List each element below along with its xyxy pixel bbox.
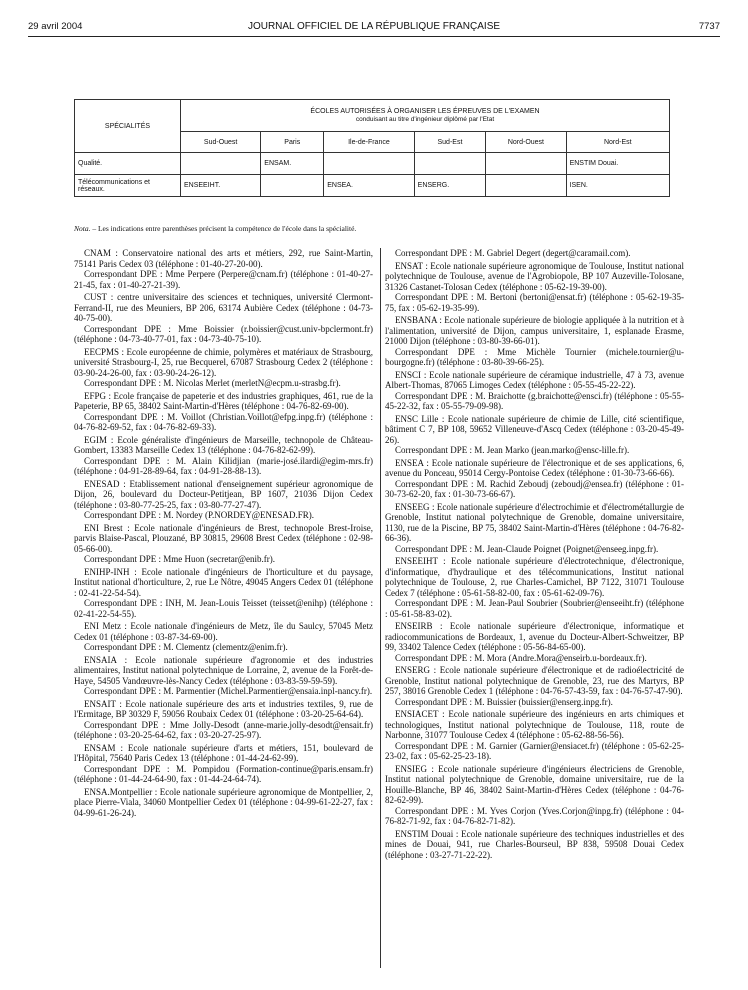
school-contact: Correspondant DPE : M. Pompidou (Formation-continue@paris.ensam.fr) (téléphone : 01-44-24-64-90, fax : 01-44-24-64-74). [74, 763, 373, 784]
school-contact: Correspondant DPE : M. Nicolas Merlet (merletN@ecpm.u-strasbg.fr). [84, 378, 341, 388]
school-description: ENI Metz : Ecole nationale d'ingénieurs de Metz, île du Saulcy, 57045 Metz Cedex 01 (téléphone : 03-87-34-69-00). [74, 621, 373, 642]
school-contact: Correspondant DPE : M. Jean-Claude Poignet (Poignet@enseeg.inpg.fr). [395, 543, 659, 554]
row-label: Qualité. [75, 153, 181, 175]
school-contact: Correspondant DPE : M. Jean Marko (jean.marko@ensc-lille.fr). [395, 445, 630, 455]
region-header: Sud-Ouest [181, 132, 261, 153]
table-note [74, 224, 356, 233]
region-header: Nord-Est [566, 132, 669, 153]
school-contact: Correspondant DPE : M. Nordey (P.NORDEY@ENESAD.FR). [84, 510, 315, 520]
header-rule [28, 36, 720, 37]
table-cell: ENSEA. [324, 175, 414, 197]
school-description: ENESAD : Etablissement national d'enseignement supérieur agronomique de Dijon, 26, boulevard du Docteur-Petitjean, BP 1607, 21036 Dijon Cedex (téléphone : 03-80-77-25-25, fax : 03-80-77-27-47). [74, 478, 373, 510]
school-contact: Correspondant DPE : M. Voillot (Christian.Voillot@efpg.inpg.fr) (téléphone : 04-76-82-69-52, fax : 04-76-82-69-33). [74, 411, 373, 432]
table-cell: ENSAM. [261, 153, 324, 175]
school-contact: Correspondant DPE : M. Garnier (Garnier@ensiacet.fr) (téléphone : 05-62-25-23-02, fax : 05-62-25-23-18). [385, 740, 684, 761]
school-entry [385, 458, 684, 500]
school-contact: Correspondant DPE : Mme Perpere (Perpere@cnam.fr) (téléphone : 01-40-27-21-45, fax : 01-40-27-21-39). [74, 269, 373, 290]
school-contact: Correspondant DPE : M. Clementz (clementz@enim.fr). [84, 642, 288, 652]
school-entry [385, 665, 684, 707]
school-description: ENSERG : Ecole nationale supérieure d'électronique et de radioélectricité de Grenoble, Institut national polytechnique de Grenoble, 23, rue des Martyrs, BP 257, 38016 Grenoble Cedex 1 (téléphone : 04-76-57-43-59, fax : 04-76-57-47-90). [385, 665, 684, 696]
school-contact: Correspondant DPE : Mme Jolly-Desodt (anne-marie.jolly-desodt@ensait.fr) (téléphone : 03-20-25-64-62, fax : 03-20-27-25-97). [74, 719, 373, 740]
school-entry [74, 248, 373, 290]
left-column [74, 248, 373, 820]
school-entry [385, 261, 684, 314]
school-contact: Correspondant DPE : M. Yves Corjon (Yves.Corjon@inpg.fr) (téléphone : 04-76-82-71-92, fax : 04-76-82-71-82). [385, 805, 684, 826]
school-contact: Correspondant DPE : M. Bertoni (bertoni@ensat.fr) (téléphone : 05-62-19-35-75, fax : 05-62-19-35-99). [385, 292, 684, 313]
school-entry [74, 479, 373, 521]
school-contact: Correspondant DPE : M. Jean-Paul Soubrier (Soubrier@enseeiht.fr) (téléphone : 05-61-58-83-02). [385, 598, 684, 619]
school-entry [385, 414, 684, 456]
school-description: ENSTIM Douai : Ecole nationale supérieure des techniques industrielles et des mines de Douai, 941, rue Charles-Bourseul, BP 838, 59508 Douai Cedex (téléphone : 03-27-71-22-22). [385, 828, 684, 860]
right-column [385, 248, 684, 862]
school-description: ENSCI : Ecole nationale supérieure de céramique industrielle, 47 à 73, avenue Albert-Thomas, 87065 Limoges Cedex (téléphone : 05-55-45-22-22). [385, 369, 684, 390]
school-description: EGIM : Ecole généraliste d'ingénieurs de Marseille, technopole de Château-Gombert, 13383 Marseille Cedex 13 (téléphone : 04-76-82-62-99). [74, 434, 373, 455]
region-header: Sud-Est [414, 132, 486, 153]
school-contact: Correspondant DPE : Mme Huon (secretar@enib.fr). [84, 554, 275, 564]
school-entry [74, 292, 373, 345]
school-description: EECPMS : Ecole européenne de chimie, polymères et matériaux de Strasbourg, université Strasbourg-I, 25, rue Becquerel, 67087 Strasbourg Cedex 2 (téléphone : 03-90-24-26-00, fax : 03-90-24-26-12). [74, 346, 373, 378]
school-contact: Correspondant DPE : M. Parmentier (Michel.Parmentier@ensaia.inpl-nancy.fr). [84, 686, 373, 696]
school-contact: Correspondant DPE : M. Mora (Andre.Mora@enseirb.u-bordeaux.fr). [395, 652, 647, 663]
school-description: ENSIEG : Ecole nationale supérieure d'ingénieurs électriciens de Grenoble, Institut national polytechnique de Grenoble, domaine universitaire, rue de la Houille-Blanche, BP 46, 38402 Saint-Martin-d'Hères Cedex (téléphone : 04-76-82-62-99). [385, 763, 684, 805]
school-entry [385, 764, 684, 827]
school-contact: Correspondant DPE : M. Rachid Zeboudj (zeboudj@ensea.fr) (téléphone : 01-30-73-62-20, fax : 01-30-73-66-67). [385, 478, 684, 499]
school-entry [74, 523, 373, 565]
row-label: Télécommunications et réseaux. [75, 175, 181, 197]
school-contact: Correspondant DPE : Mme Boissier (r.boissier@cust.univ-bpclermont.fr) (téléphone : 04-73-40-77-01, fax : 04-73-40-75-10). [74, 323, 373, 344]
table-cell [261, 175, 324, 197]
school-entry [74, 435, 373, 477]
school-contact: Correspondant DPE : M. Alain Kilidjian (marie-josé.ilardi@egim-mrs.fr) (téléphone : 04-91-28-89-64, fax : 04-91-28-88-13). [74, 455, 373, 476]
school-entry [74, 655, 373, 697]
region-header: Ile-de-France [324, 132, 414, 153]
school-entry [74, 787, 373, 819]
school-description: ENSEA : Ecole nationale supérieure de l'électronique et de ses applications, 6, avenue du Ponceau, 95014 Cergy-Pontoise Cedex (téléphone : 01-30-73-66-66). [385, 457, 684, 478]
school-description: ENSC Lille : Ecole nationale supérieure de chimie de Lille, cité scientifique, bâtiment C 7, BP 108, 59652 Villeneuve-d'Ascq Cedex (téléphone : 03-20-45-49-26). [385, 413, 684, 445]
specialities-header: SPÉCIALITÉS [75, 100, 181, 153]
school-description: CNAM : Conservatoire national des arts et métiers, 292, rue Saint-Martin, 75141 Paris Cedex 03 (téléphone : 01-40-27-20-00). [74, 248, 373, 269]
table-cell [486, 153, 566, 175]
school-entry [385, 621, 684, 663]
school-entry [385, 248, 684, 259]
school-contact: Correspondant DPE : Mme Michèle Tournier (michele.tournier@u-bourgogne.fr) (téléphone : 03-80-39-66-25). [385, 346, 684, 367]
school-contact: Correspondant DPE : M. Gabriel Degert (degert@caramail.com). [395, 248, 631, 258]
school-description: ENSAT : Ecole nationale supérieure agronomique de Toulouse, Institut national polytechnique de Toulouse, avenue de l'Agrobiopole, BP 107 Auzeville-Tolosane, 31326 Castanet-Tolosan Cedex (téléphone : 05-62-19-39-00). [385, 260, 684, 292]
school-contact: Correspondant DPE : INH, M. Jean-Louis Teisset (teisset@enihp) (téléphone : 02-41-22-54-55). [74, 598, 373, 619]
journal-title: JOURNAL OFFICIEL DE LA RÉPUBLIQUE FRANÇAISE [247, 21, 501, 32]
table-cell [486, 175, 566, 197]
school-description: ENIHP-INH : Ecole nationale d'ingénieurs de l'horticulture et du paysage, Institut national d'horticulture, 2, rue Le Nôtre, 49045 Angers Cedex 01 (téléphone : 02-41-22-54-54). [74, 566, 373, 598]
header-date: 29 avril 2004 [28, 21, 83, 32]
schools-group-title: ÉCOLES AUTORISÉES À ORGANISER LES ÉPREUVES DE L'EXAMEN [310, 107, 540, 115]
table-cell: ENSERG. [414, 175, 486, 197]
table-row [75, 153, 670, 175]
school-contact: Correspondant DPE : M. Braichotte (g.braichotte@ensci.fr) (téléphone : 05-55-45-22-32, fax : 05-55-79-09-98). [385, 390, 684, 411]
school-description: EFPG : Ecole française de papeterie et des industries graphiques, 461, rue de la Papeterie, BP 65, 38402 Saint-Martin-d'Hères (téléphone : 04-76-82-69-00). [74, 390, 373, 411]
school-entry [385, 502, 684, 555]
school-entry [385, 370, 684, 412]
note-text: – Les indications entre parenthèses précisent la compétence de l'école dans la spécialité. [90, 224, 357, 233]
table-cell [181, 153, 261, 175]
school-description: ENSEEIHT : Ecole nationale supérieure d'électrotechnique, d'électronique, d'informatique, d'hydraulique et des télécommunications, Institut national polytechnique de Toulouse, 2, rue Charles-Camichel, BP 7122, 31071 Toulouse Cedex 7 (téléphone : 05-61-58-82-00, fax : 05-61-62-09-76). [385, 556, 684, 598]
specialities-table [74, 99, 670, 197]
column-separator [380, 248, 381, 968]
table-cell [324, 153, 414, 175]
school-description: ENSBANA : Ecole nationale supérieure de biologie appliquée à la nutrition et à l'alimentation, université de Dijon, campus universitaire, 1, esplanade Erasme, 21000 Dijon (téléphone : 03-80-39-66-01). [385, 315, 684, 346]
page-number: 7737 [698, 21, 720, 32]
table-row [75, 175, 670, 197]
school-description: ENSEEG : Ecole nationale supérieure d'électrochimie et d'électrométallurgie de Grenoble, Institut national polytechnique de Grenoble, domaine universitaire, 1130, rue de la Piscine, BP 75, 38402 Saint-Martin-d'Hères (téléphone : 04-76-82-66-36). [385, 501, 684, 543]
school-description: ENSIACET : Ecole nationale supérieure des ingénieurs en arts chimiques et technologiques, Institut national polytechnique de Toulouse, 118, route de Narbonne, 31077 Toulouse Cedex 4 (téléphone : 05-62-88-56-56). [385, 709, 684, 740]
table-cell: ISEN. [566, 175, 669, 197]
school-description: ENI Brest : Ecole nationale d'ingénieurs de Brest, technopole Brest-Iroise, parvis Blaise-Pascal, Plouzané, BP 30815, 29608 Brest Cedex (téléphone : 02-98-05-66-00). [74, 522, 373, 554]
school-entry [74, 391, 373, 433]
school-description: ENSAIA : Ecole nationale supérieure d'agronomie et des industries alimentaires, Institut national polytechnique de Lorraine, 2, avenue de la Forêt-de-Haye, 54505 Vandœuvre-lès-Nancy Cedex (téléphone : 03-83-59-59-59). [74, 654, 373, 686]
school-entry [74, 699, 373, 741]
region-header: Paris [261, 132, 324, 153]
school-description: CUST : centre universitaire des sciences et techniques, université Clermont-Ferrand-II, rue des Meuniers, BP 206, 63174 Aubière Cedex (téléphone : 04-73-40-75-00). [74, 292, 373, 323]
schools-group-subtitle: conduisant au titre d'ingénieur diplômé par l'Etat [355, 115, 495, 123]
page-header [28, 21, 720, 35]
region-header: Nord-Ouest [486, 132, 566, 153]
school-entry [385, 556, 684, 619]
school-description: ENSAIT : Ecole nationale supérieure des arts et industries textiles, 9, rue de l'Ermitage, BP 30329 F, 59056 Roubaix Cedex 01 (téléphone : 03-20-25-64-64). [74, 698, 373, 719]
school-entry [74, 567, 373, 620]
table-cell [414, 153, 486, 175]
note-label: Nota. [74, 224, 91, 233]
school-description: ENSA.Montpellier : Ecole nationale supérieure agronomique de Montpellier, 2, place Pierre-Viala, 34060 Montpellier Cedex 01 (téléphone : 04-99-61-22-27, fax : 04-99-61-26-24). [74, 786, 373, 818]
table-cell: ENSEEIHT. [181, 175, 261, 197]
school-entry [74, 347, 373, 389]
school-entry [385, 709, 684, 762]
school-entry [385, 829, 684, 861]
school-entry [74, 621, 373, 653]
table-cell: ENSTIM Douai. [566, 153, 669, 175]
school-description: ENSEIRB : Ecole nationale supérieure d'électronique, informatique et radiocommunications de Bordeaux, 1, avenue du Docteur-Albert-Schweitzer, BP 99, 33402 Talence Cedex (téléphone : 05-56-84-65-00). [385, 621, 684, 652]
school-description: ENSAM : Ecole nationale supérieure d'arts et métiers, 151, boulevard de l'Hôpital, 75640 Paris Cedex 13 (téléphone : 01-44-24-62-99). [74, 742, 373, 763]
school-entry [385, 315, 684, 368]
school-contact: Correspondant DPE : M. Buissier (buissier@enserg.inpg.fr). [395, 696, 613, 707]
schools-group-header [181, 100, 670, 132]
school-entry [74, 743, 373, 785]
